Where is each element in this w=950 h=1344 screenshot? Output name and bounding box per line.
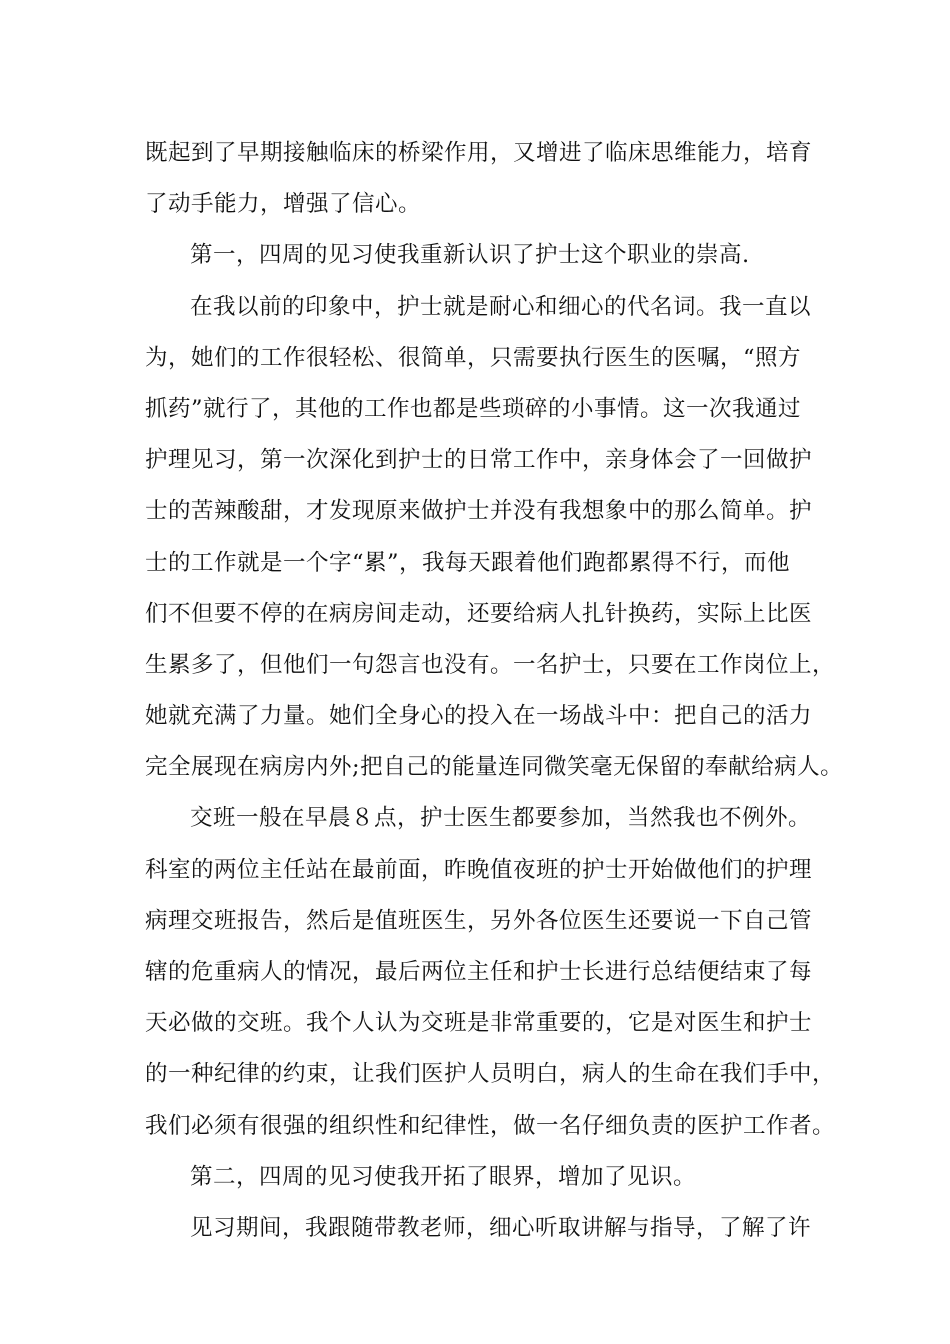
text-line: 病理交班报告，然后是值班医生，另外各位医生还要说一下自己管 <box>145 907 813 934</box>
text-line: 交班一般在早晨８点，护士医生都要参加，当然我也不例外。 <box>190 805 812 832</box>
document-body <box>145 128 844 1254</box>
text-line: 完全展现在病房内外;把自己的能量连同微笑毫无保留的奉献给病人。 <box>145 754 844 781</box>
text-line: 抓药”就行了，其他的工作也都是些琐碎的小事情。这一次我通过 <box>145 395 802 422</box>
text-line: 科室的两位主任站在最前面，昨晚值夜班的护士开始做他们的护理 <box>145 856 813 883</box>
text-line: 在我以前的印象中，护士就是耐心和细心的代名词。我一直以 <box>190 293 812 320</box>
text-line: 为，她们的工作很轻松、很简单，只需要执行医生的医嘱，“照方 <box>145 344 802 371</box>
text-line: 既起到了早期接触临床的桥梁作用，又增进了临床思维能力，培育 <box>145 140 813 166</box>
paragraph-heading: 第二，四周的见习使我开拓了眼界，增加了见识。 <box>190 1163 697 1190</box>
text-line: 天必做的交班。我个人认为交班是非常重要的，它是对医生和护士 <box>145 1010 813 1037</box>
text-line: 辖的危重病人的情况，最后两位主任和护士长进行总结便结束了每 <box>145 959 813 985</box>
text-line: 生累多了，但他们一句怨言也没有。一名护士，只要在工作岗位上， <box>145 651 836 678</box>
text-line: 士的工作就是一个字“累”，我每天跟着他们跑都累得不行，而他 <box>145 549 791 576</box>
text-line: 的一种纪律的约束，让我们医护人员明白，病人的生命在我们手中， <box>145 1061 836 1088</box>
paragraph-heading: 第一，四周的见习使我重新认识了护士这个职业的崇高. <box>190 242 750 269</box>
text-line: 我们必须有很强的组织性和纪律性，做一名仔细负责的医护工作者。 <box>145 1112 836 1139</box>
text-line: 士的苦辣酸甜，才发现原来做护士并没有我想象中的那么简单。护 <box>145 498 813 525</box>
text-line: 们不但要不停的在病房间走动，还要给病人扎针换药，实际上比医 <box>145 600 813 627</box>
text-line: 了动手能力，增强了信心。 <box>145 191 422 218</box>
text-line: 护理见习，第一次深化到护士的日常工作中，亲身体会了一回做护 <box>145 447 813 474</box>
text-line: 她就充满了力量。她们全身心的投入在一场战斗中：把自己的活力 <box>145 703 813 730</box>
text-line: 见习期间，我跟随带教老师，细心听取讲解与指导，了解了许 <box>190 1214 812 1241</box>
